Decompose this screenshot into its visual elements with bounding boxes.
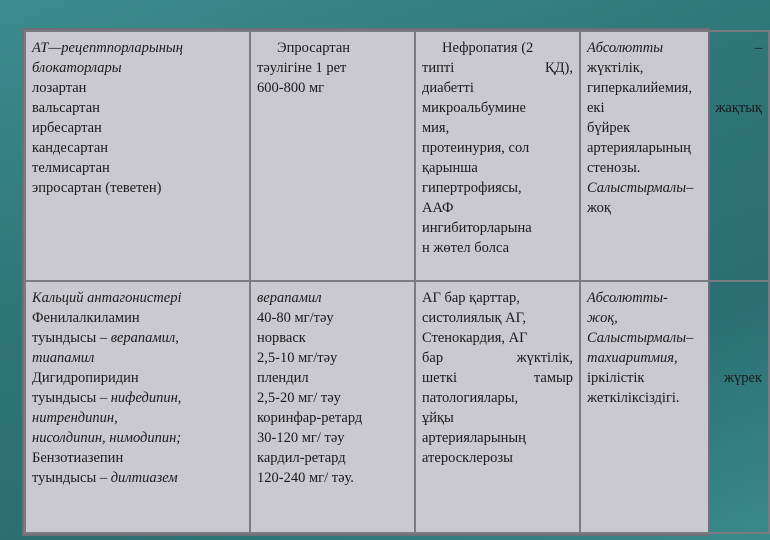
- indication-text: гипертрофиясы,: [422, 180, 522, 196]
- drug-item: ирбесартан: [32, 120, 102, 136]
- table-row: [25, 31, 769, 281]
- drug-item: туындысы – нифедипин,: [32, 390, 182, 406]
- indication-text: шеткі тамыр: [422, 370, 573, 386]
- contraindication-text: бүйрек: [587, 120, 631, 136]
- indication-text: мия,: [422, 120, 450, 136]
- table-cell: [25, 31, 250, 281]
- drug-item: нисолдипин, нимодипин;: [32, 430, 182, 446]
- indication-text: ұйқы: [422, 410, 454, 426]
- table-cell: [250, 281, 415, 533]
- indication-text: бар жүктілік,: [422, 350, 573, 366]
- drug-item: лозартан: [32, 80, 87, 96]
- dose-text: 40-80 мг/тәу: [257, 310, 334, 326]
- contraindication-text: Салыстырмалы–: [587, 180, 694, 196]
- indication-text: Стенокардия, АГ: [422, 330, 528, 346]
- contraindication-text: гиперкалийемия,: [587, 80, 692, 96]
- contraindication-text: стенозы.: [587, 160, 641, 176]
- drug-name: кардил-ретард: [257, 450, 346, 466]
- dose-text: тәулігіне 1 рет: [257, 60, 347, 76]
- indication-text: АГ бар қарттар,: [422, 290, 520, 306]
- indication-text: ААФ: [422, 200, 454, 216]
- drug-item: тиапамил: [32, 350, 95, 366]
- drug-name: коринфар-ретард: [257, 410, 363, 426]
- indication-text: патологиялары,: [422, 390, 519, 406]
- drug-name: верапамил: [257, 290, 322, 306]
- indication-text: диабетті: [422, 80, 474, 96]
- dose-text: 30-120 мг/ тәу: [257, 430, 345, 446]
- table-cell: [415, 281, 580, 533]
- table-cell: [25, 281, 250, 533]
- table-cell: [580, 281, 769, 533]
- dose-text: 120-240 мг/ тәу.: [257, 470, 354, 486]
- drug-item: Бензотиазепин: [32, 450, 124, 466]
- contraindication-text: Абсолютты-: [587, 290, 668, 306]
- table-cell: [415, 31, 580, 281]
- drug-item: Дигидропиридин: [32, 370, 139, 386]
- drug-table: [22, 28, 762, 536]
- indication-text: типті ҚД),: [422, 60, 573, 76]
- indication-text: микроальбумине: [422, 100, 526, 116]
- indication-text: систолиялық АГ,: [422, 310, 526, 326]
- contraindication-text: жоқ: [587, 200, 611, 216]
- indication-text: артерияларының: [422, 430, 526, 446]
- indication-text: қарынша: [422, 160, 478, 176]
- drug-name: плендил: [257, 370, 309, 386]
- indication-text: Нефропатия (2: [442, 40, 534, 56]
- drug-item: вальсартан: [32, 100, 100, 116]
- drug-item: нитрендипин,: [32, 410, 118, 426]
- dose-text: 2,5-10 мг/тәу: [257, 350, 338, 366]
- indication-text: н жөтел болса: [422, 240, 510, 256]
- drug-item: телмисартан: [32, 160, 110, 176]
- drug-item: эпросартан (теветен): [32, 180, 162, 196]
- drug-item: туындысы – верапамил,: [32, 330, 179, 346]
- contraindication-text: іркілістік жүрек: [587, 370, 762, 386]
- contraindication-text: Абсолютты –: [587, 40, 762, 56]
- drug-item: туындысы – дилтиазем: [32, 470, 178, 486]
- table-row: [25, 281, 769, 533]
- drug-item: кандесартан: [32, 140, 109, 156]
- table-cell: [580, 31, 769, 281]
- table-cell: [250, 31, 415, 281]
- dose-text: 2,5-20 мг/ тәу: [257, 390, 341, 406]
- contraindication-text: екі жақтық: [587, 100, 762, 116]
- contraindication-text: тахиаритмия,: [587, 350, 678, 366]
- contraindication-text: артерияларының: [587, 140, 691, 156]
- contraindication-text: Салыстырмалы–: [587, 330, 694, 346]
- drug-item: Фенилалкиламин: [32, 310, 140, 326]
- indication-text: ингибиторларына: [422, 220, 532, 236]
- contraindication-text: жоқ,: [587, 310, 618, 326]
- class-heading: АТ—рецептпорларының блокаторлары: [32, 40, 183, 76]
- indication-text: протеинурия, сол: [422, 140, 530, 156]
- contraindication-text: жүктілік,: [587, 60, 644, 76]
- drug-name: Эпросартан: [277, 40, 351, 56]
- class-heading: Кальций антагонистері: [32, 290, 182, 306]
- indication-text: атеросклерозы: [422, 450, 513, 466]
- dose-text: 600-800 мг: [257, 80, 325, 96]
- contraindication-text: жеткіліксіздігі.: [587, 390, 680, 406]
- drug-name: норваск: [257, 330, 306, 346]
